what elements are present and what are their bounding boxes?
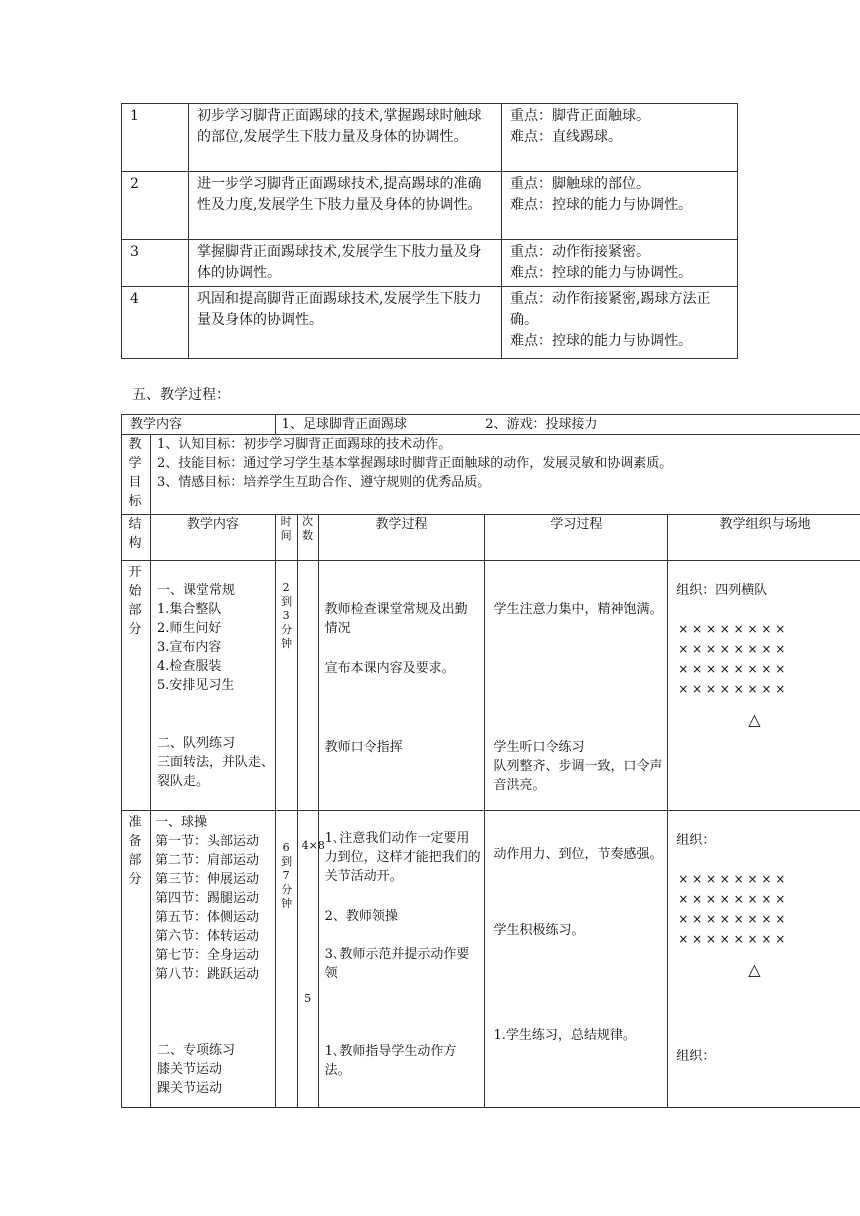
list-item: 5.安排见习生: [156, 678, 235, 693]
list-item: 第三节：伸展运动: [154, 872, 259, 887]
header-row: [122, 515, 860, 561]
key-point: 重点：脚触球的部位。: [510, 176, 650, 192]
learning-step: 学生注意力集中，精神饱满。: [493, 602, 663, 617]
prep-time: 6到7分钟: [281, 841, 293, 910]
structure-header: 结构: [128, 517, 142, 551]
start-time: 2到3分钟: [281, 581, 293, 650]
list-item: 第二节：肩部运动: [154, 853, 259, 868]
list-item: 2.师生问好: [156, 621, 222, 636]
list-item: 3.宣布内容: [156, 640, 222, 655]
learning-step: 动作用力、到位，节奏感强。: [493, 847, 663, 862]
teaching-step: 1､注意我们动作一定要用力到位，这样才能把我们的关节活动开。: [324, 831, 481, 884]
lesson-number: 2: [122, 172, 189, 240]
formation-row: × × × × × × × ×: [678, 892, 786, 906]
formation-row: × × × × × × × ×: [678, 872, 786, 886]
start-learning: [485, 561, 668, 811]
list-item: 二、队列练习: [156, 736, 235, 751]
lesson-number: 1: [122, 104, 189, 172]
teaching-step: 3､教师示范并提示动作要领: [324, 947, 470, 981]
formation-row: × × × × × × × ×: [678, 642, 786, 656]
prep-count: 4×8: [301, 839, 325, 852]
difficult-point: 难点：控球的能力与协调性。: [510, 333, 692, 349]
list-item: 第八节：跳跃运动: [154, 967, 259, 982]
teacher-position-icon: △: [748, 960, 761, 979]
difficult-point: 难点：控球的能力与协调性。: [510, 197, 692, 213]
lesson-content: 掌握脚背正面踢球技术,发展学生下肢力量及身体的协调性。: [189, 240, 502, 287]
learning-step: 队列整齐、步调一致，口令声音洪亮。: [493, 759, 663, 793]
lesson-plan-table: [121, 103, 738, 359]
lesson-points: [502, 287, 738, 359]
prep-organization: [668, 811, 860, 1108]
teaching-step: 教师口令指挥: [324, 740, 403, 755]
prep-teaching: [318, 811, 485, 1108]
list-item: 膝关节运动: [156, 1062, 222, 1077]
prep-content: [150, 811, 275, 1108]
organization-label: 组织：: [676, 833, 716, 848]
lesson-points: [502, 172, 738, 240]
table-row: [122, 287, 738, 359]
difficult-point: 难点：控球的能力与协调性。: [510, 265, 692, 281]
organization-label: 组织：: [676, 1049, 716, 1064]
goal-label: 教学目标: [122, 435, 151, 515]
formation-row: × × × × × × × ×: [678, 932, 786, 946]
start-content: [150, 561, 275, 811]
list-item: 4.检查服装: [156, 659, 222, 674]
list-item: 踝关节运动: [156, 1081, 222, 1096]
teaching-step: 2、教师领操: [324, 909, 398, 924]
key-point: 重点：动作衔接紧密,踢球方法正确。: [510, 291, 711, 328]
section-title: 五、教学过程：: [132, 387, 230, 403]
list-item: 第五节：体侧运动: [154, 910, 259, 925]
content-header: 教学内容: [150, 515, 275, 561]
start-organization: [668, 561, 860, 811]
prep-section-row: [122, 811, 860, 1108]
teaching-step: 宣布本课内容及要求。: [324, 661, 455, 676]
prep-learning: [485, 811, 668, 1108]
table-row: [122, 240, 738, 287]
prep-label: 准备部分: [128, 815, 142, 887]
content-row: [122, 415, 860, 435]
lesson-points: [502, 240, 738, 287]
teaching-step: 教师检查课堂常规及出勤情况: [324, 602, 468, 636]
prep-count: 5: [304, 992, 312, 1005]
content-item: 1、足球脚背正面踢球: [281, 417, 407, 432]
list-item: 二、专项练习: [156, 1043, 235, 1058]
list-item: 第一节：头部运动: [154, 834, 259, 849]
organization-header: 教学组织与场地: [668, 515, 860, 561]
count-header: 次数: [302, 515, 314, 542]
lesson-content: 进一步学习脚背正面踢球技术,提高踢球的准确性及力度,发展学生下肢力量及身体的协调性。: [189, 172, 502, 240]
list-item: 第四节：踢腿运动: [154, 891, 259, 906]
table-row: [122, 104, 738, 172]
formation-row: × × × × × × × ×: [678, 622, 786, 636]
list-item: 三面转法，并队走、裂队走。: [156, 755, 274, 789]
lesson-number: 4: [122, 287, 189, 359]
lesson-content: 初步学习脚背正面踢球的技术,掌握踢球时触球的部位,发展学生下肢力量及身体的协调性。: [189, 104, 502, 172]
list-item: 一、球操: [154, 815, 207, 830]
lesson-number: 3: [122, 240, 189, 287]
goal-item: 1、认知目标：初步学习脚背正面踢球的技术动作。: [156, 437, 452, 452]
teaching-header: 教学过程: [318, 515, 485, 561]
formation-row: × × × × × × × ×: [678, 912, 786, 926]
goal-item: 3、情感目标：培养学生互助合作、遵守规则的优秀品质。: [156, 475, 491, 490]
learning-step: 1.学生练习，总结规律。: [493, 1028, 636, 1043]
time-header: 时间: [280, 515, 292, 542]
content-item: 2、游戏：投球接力: [485, 417, 598, 432]
start-label: 开始部分: [128, 565, 142, 637]
key-point: 重点：动作衔接紧密。: [510, 244, 650, 260]
table-row: [122, 172, 738, 240]
difficult-point: 难点：直线踢球。: [510, 129, 622, 145]
learning-step: 学生积极练习。: [493, 923, 585, 938]
goal-item: 2、技能目标：通过学习学生基本掌握踢球时脚背正面触球的动作，发展灵敏和协调素质。: [156, 456, 673, 471]
goals-row: [122, 435, 860, 515]
content-label: 教学内容: [122, 415, 276, 435]
lesson-content: 巩固和提高脚背正面踢球技术,发展学生下肢力量及身体的协调性。: [189, 287, 502, 359]
formation-row: × × × × × × × ×: [678, 682, 786, 696]
formation-diagram: [678, 619, 785, 699]
learning-header: 学习过程: [485, 515, 668, 561]
content-items: [275, 415, 860, 435]
lesson-points: [502, 104, 738, 172]
teaching-step: 1､教师指导学生动作方法。: [324, 1044, 457, 1078]
learning-step: 学生听口令练习: [493, 740, 585, 755]
list-item: 第七节：全身运动: [154, 948, 259, 963]
key-point: 重点：脚背正面触球。: [510, 108, 650, 124]
organization-label: 组织：四列横队: [676, 583, 768, 598]
teaching-process-table: [121, 414, 860, 1108]
formation-diagram: [678, 869, 785, 949]
start-section-row: [122, 561, 860, 811]
teacher-position-icon: △: [748, 710, 761, 729]
start-teaching: [318, 561, 485, 811]
list-item: 第六节：体转运动: [154, 929, 259, 944]
goals-list: [150, 435, 860, 515]
formation-row: × × × × × × × ×: [678, 662, 786, 676]
list-item: 1.集合整队: [156, 602, 222, 617]
list-item: 一、课堂常规: [156, 583, 235, 598]
